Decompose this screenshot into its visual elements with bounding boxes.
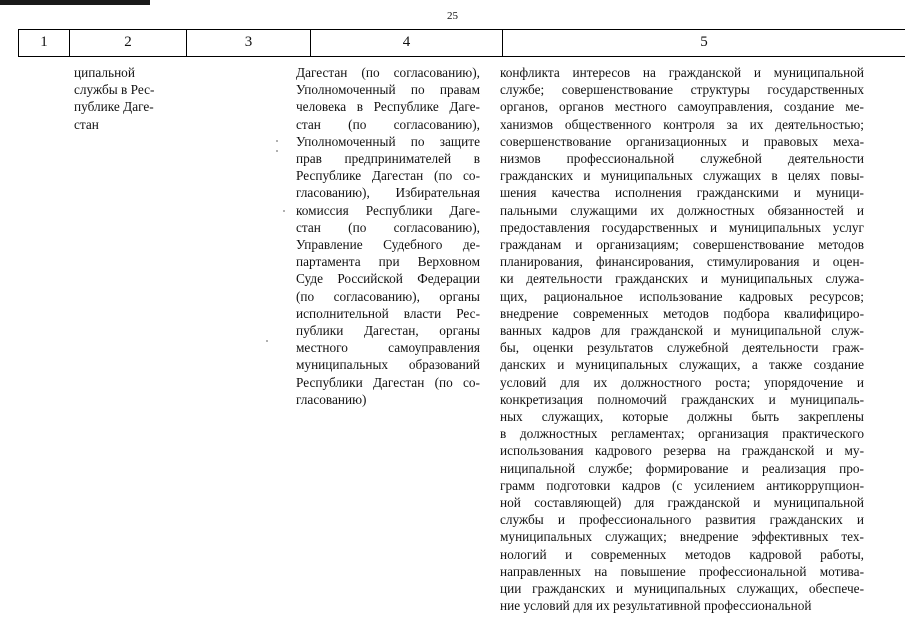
text-line: партамента при Верховном bbox=[296, 254, 480, 270]
text-line: конкретизация полномочий гражданских и муниципаль- bbox=[500, 391, 864, 407]
text-line: Управление Судебного де- bbox=[296, 237, 480, 253]
text-line: ханизмов общественного контроля за их деятельностью; bbox=[500, 116, 864, 132]
text-line: исполнительной власти Рес- bbox=[296, 305, 480, 321]
page-number: 25 bbox=[447, 10, 458, 22]
scan-speck bbox=[276, 140, 278, 142]
text-line: ки деятельности гражданских и муниципальных служа- bbox=[500, 271, 864, 287]
text-line: Уполномоченный по правам bbox=[296, 82, 480, 98]
text-line: муниципальных образований bbox=[296, 357, 480, 373]
row-col-4-text bbox=[296, 64, 480, 408]
text-line: гражданам и организациям; совершенствование методов bbox=[500, 237, 864, 253]
text-line: органов, органов местного самоуправления, создание ме- bbox=[500, 99, 864, 115]
scan-speck bbox=[276, 150, 278, 152]
text-line: ванных кадров для гражданской и муниципальной служ- bbox=[500, 323, 864, 339]
text-line: комиссия Республики Даге- bbox=[296, 202, 480, 218]
text-line: службы в Рес- bbox=[74, 82, 155, 98]
text-line: публики Дагестан, органы bbox=[296, 323, 480, 339]
text-line: предоставления государственных и муниципальных услуг bbox=[500, 219, 864, 235]
text-line: щих, рациональное использование кадровых ресурсов; bbox=[500, 288, 864, 304]
scan-speck bbox=[266, 340, 268, 342]
text-line: ции гражданских и муниципальных служащих, обеспече- bbox=[500, 581, 864, 597]
text-line: публике Даге- bbox=[74, 99, 154, 115]
text-line: Уполномоченный по защите bbox=[296, 133, 480, 149]
header-col-1: 1 bbox=[18, 30, 69, 56]
row-col-2-text bbox=[74, 64, 166, 133]
text-line: направленных на повышение профессиональной мотива- bbox=[500, 563, 864, 579]
text-line: нологий и современных методов кадровой работы, bbox=[500, 546, 864, 562]
text-line: службе; совершенствование структуры государственных bbox=[500, 82, 864, 98]
text-line: шения качества исполнения гражданскими и муници- bbox=[500, 185, 864, 201]
text-line: гласованию), Избирательная bbox=[296, 185, 480, 201]
text-line: гласованию) bbox=[296, 391, 367, 407]
text-line: службы и профессионального развития гражданских и bbox=[500, 512, 864, 528]
text-line: Республики Дагестан (по со- bbox=[296, 374, 480, 390]
text-line: Суде Российской Федерации bbox=[296, 271, 480, 287]
text-line: стан (по согласованию), bbox=[296, 116, 480, 132]
text-line: совершенствование организационных и правовых меха- bbox=[500, 133, 864, 149]
text-line: конфликта интересов на гражданской и муниципальной bbox=[500, 65, 864, 80]
text-line: (по согласованию), органы bbox=[296, 288, 480, 304]
text-line: ципальной bbox=[74, 65, 135, 80]
text-line: местного самоуправления bbox=[296, 340, 480, 356]
text-line: использования кадрового резерва на гражданской и му- bbox=[500, 443, 864, 459]
text-line: гражданских и муниципальных служащих в целях повы- bbox=[500, 168, 864, 184]
text-line: данских и муниципальных служащих, а также создание bbox=[500, 357, 864, 373]
row-col-5-text bbox=[500, 64, 864, 615]
header-col-4: 4 bbox=[310, 30, 502, 56]
table-header-row bbox=[18, 29, 905, 57]
text-line: человека в Республике Даге- bbox=[296, 99, 480, 115]
text-line: стан bbox=[74, 116, 99, 132]
text-line: стан (по согласованию), bbox=[296, 219, 480, 235]
text-line: ных служащих, которые должны быть закреплены bbox=[500, 409, 864, 425]
scan-speck bbox=[283, 210, 285, 212]
header-col-5: 5 bbox=[502, 30, 905, 56]
text-line: Республике Дагестан (по со- bbox=[296, 168, 480, 184]
text-line: прав предпринимателей в bbox=[296, 151, 480, 167]
text-line: низмов профессиональной служебной деятельности bbox=[500, 151, 864, 167]
text-line: планирования, финансирования, стимулирования и оцен- bbox=[500, 254, 864, 270]
header-col-3: 3 bbox=[186, 30, 310, 56]
text-line: ниципальной службе; формирование и реализация про- bbox=[500, 460, 864, 476]
text-line: ние условий для их результативной профессиональной bbox=[500, 598, 812, 614]
text-line: грамм подготовки кадров (с усилением антикоррупцион- bbox=[500, 477, 864, 493]
text-line: пальными служащими их должностных обязанностей и bbox=[500, 202, 864, 218]
text-line: ной составляющей) для гражданской и муниципальной bbox=[500, 495, 864, 511]
text-line: условий для их должностного роста; упорядочение и bbox=[500, 374, 864, 390]
text-line: муниципальных служащих; внедрение эффективных тех- bbox=[500, 529, 864, 545]
text-line: внедрение современных методов подбора квалифициро- bbox=[500, 305, 864, 321]
scan-top-edge bbox=[0, 0, 150, 5]
text-line: в должностных регламентах; организация практического bbox=[500, 426, 864, 442]
header-col-2: 2 bbox=[69, 30, 186, 56]
text-line: Дагестан (по согласованию), bbox=[296, 65, 480, 80]
text-line: бы, оценки результатов служебной деятельности граж- bbox=[500, 340, 864, 356]
